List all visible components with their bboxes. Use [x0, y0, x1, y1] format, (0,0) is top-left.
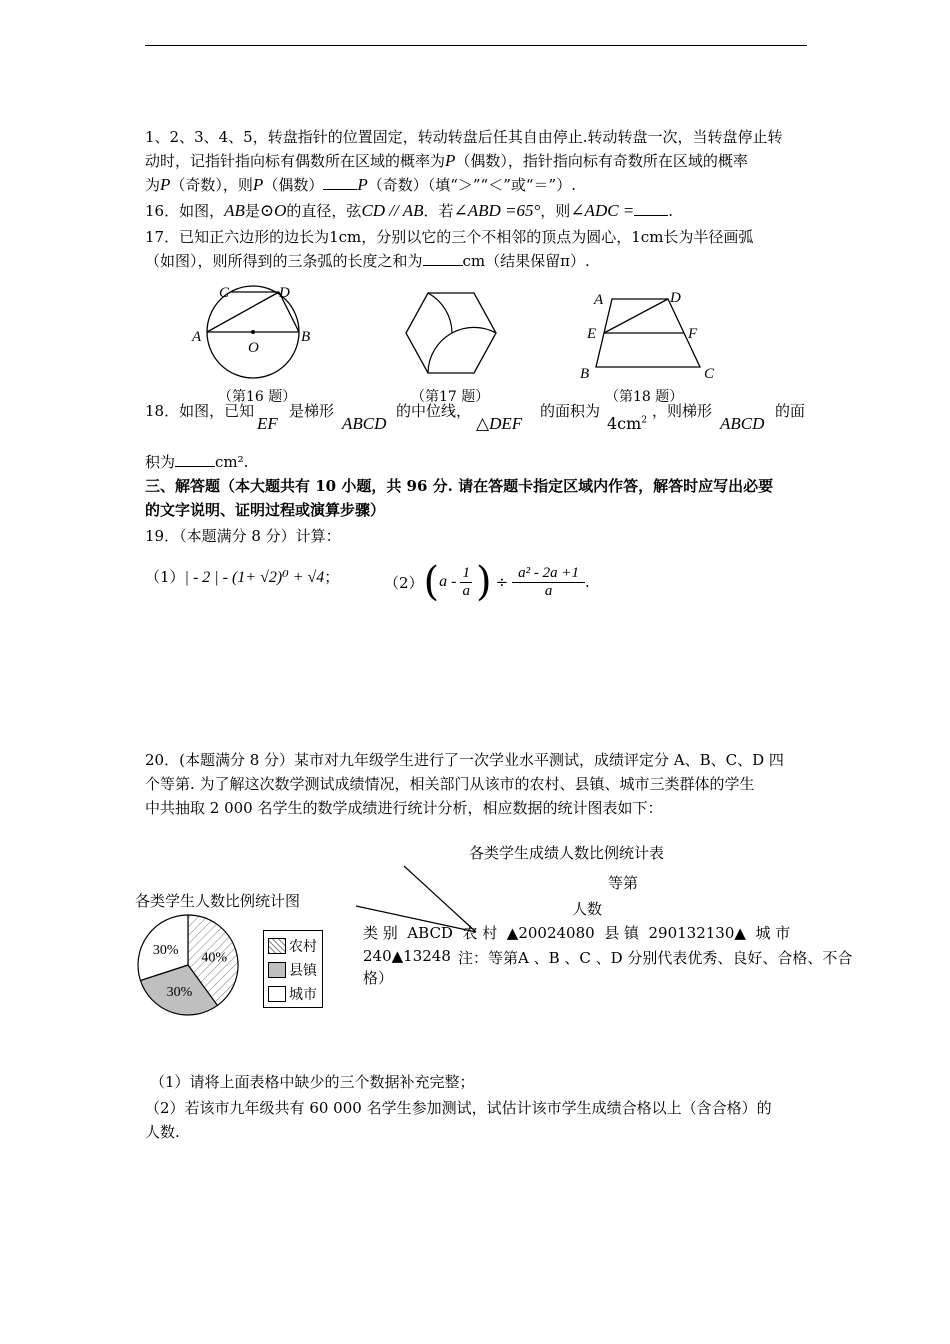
q19-head: 19．（本题满分 8 分）计算：: [145, 527, 341, 545]
pie-label: 40%: [201, 950, 227, 966]
table-header-grade: 等第: [608, 874, 639, 892]
answer-blank: [323, 175, 357, 190]
q20-sub2-line1: （2）若该市九年级共有 60 000 名学生参加测试，试估计该市学生成绩合格以上（含合格）的: [145, 1099, 772, 1117]
q18-t2: 是梯形: [289, 402, 335, 420]
label-f: F: [688, 326, 698, 342]
table-row-2a: 240▲13248: [363, 947, 451, 965]
pie-title: 各类学生人数比例统计图: [135, 892, 301, 910]
table-row-1: 类 别 ABCD 农 村 ▲20024080 县 镇 290132130▲ 城 市: [363, 924, 791, 942]
answer-blank: [175, 452, 215, 467]
caption-16: （第16 题）: [218, 389, 297, 405]
caption-18: （第18 题）: [605, 389, 684, 405]
fraction-2: $\frac{\text{a² - 2a +1}}{a}$: [512, 565, 585, 600]
legend-item-city: 城市: [268, 984, 317, 1004]
figure-18: [578, 285, 718, 385]
q18-t3: 的中位线，: [396, 402, 472, 420]
q17-line2: （如图），则所得到的三条弧的长度之和为 cm（结果保留π）.: [145, 252, 590, 270]
answer-blank: [423, 251, 463, 266]
label-a: A: [192, 329, 202, 345]
q20-line1: 20．(本题满分 8 分）某市对九年级学生进行了一次学业水平测试，成绩评定分 A、B、C、D 四: [145, 751, 784, 769]
q20-line3: 中共抽取 2 000 名学生的数学成绩进行统计分析，相应数据的统计图表如下：: [145, 799, 663, 817]
q19-part2: （2） ( a - 1 a ) ÷ $\frac{\text{a² - 2a +1}}{a}$ .: [384, 559, 590, 605]
pie-chart: [135, 912, 241, 1018]
q18-area: $4cm^2$: [607, 414, 648, 433]
table-header-count: 人数: [572, 900, 603, 918]
q18-t6: 的面: [775, 402, 806, 420]
q18-abcd2: ABCD: [720, 414, 765, 433]
q15-line3: 为P（奇数），则P（偶数） P（奇数）（填“＞”“＜”或“＝”）.: [145, 175, 576, 194]
arc-1: [428, 293, 452, 333]
legend-swatch: [268, 938, 286, 954]
table-note-end: 格）: [363, 969, 394, 987]
label-c: C: [704, 366, 715, 382]
q18-abcd: ABCD: [342, 414, 387, 433]
pie-label: 30%: [152, 942, 179, 958]
label-b: B: [301, 329, 311, 345]
label-e: E: [587, 326, 597, 342]
arc-1b: [452, 327, 496, 333]
q20-sub1: （1）请将上面表格中缺少的三个数据补充完整；: [150, 1073, 475, 1091]
q18-def: △DEF: [476, 414, 523, 433]
pie-label: 30%: [166, 985, 193, 1001]
q18-t1: 18．如图，已知: [145, 402, 255, 420]
fraction-1-over-a: 1 a: [462, 564, 470, 599]
q18-line2: 积为 cm².: [145, 453, 249, 471]
q20-line2: 个等第. 为了解这次数学测试成绩情况，相关部门从该市的农村、县镇、城市三类群体的学生: [145, 775, 755, 793]
section3-line1: 三、解答题（本大题共有 10 小题，共 96 分. 请在答题卡指定区域内作答，解答时应写出必要: [145, 477, 774, 495]
q18-ef: EF: [257, 414, 278, 433]
label-c: C: [219, 285, 230, 301]
label-b: B: [580, 366, 590, 382]
center-point: [251, 330, 255, 334]
label-a: A: [594, 292, 604, 308]
legend-swatch: [268, 962, 286, 978]
q16-text: 16．如图，AB是⊙O的直径，弦CD // AB．若∠ABD =65°，则∠ADC = .: [145, 201, 674, 220]
arc-2: [428, 333, 452, 373]
label-d: D: [279, 285, 290, 301]
q18-t4: 的面积为: [540, 402, 601, 420]
q15-line2: 动时，记指针指向标有偶数所在区域的概率为P（偶数），指针指向标有奇数所在区域的概率: [145, 151, 748, 170]
table-title: 各类学生成绩人数比例统计表: [469, 844, 665, 862]
legend-swatch: [268, 986, 286, 1002]
segment-ad: [207, 292, 279, 332]
label-o: O: [248, 340, 259, 356]
q19-part1: （1）| - 2 | - (1+ √2)⁰ + √4；: [145, 568, 340, 586]
segment-ed: [604, 299, 668, 333]
legend-item-rural: 农村: [268, 936, 317, 956]
caption-17: （第17 题）: [411, 389, 490, 405]
label-d: D: [670, 290, 681, 306]
pie-legend: [263, 930, 323, 1008]
header-rule: [145, 45, 807, 46]
section3-line2: 的文字说明、证明过程或演算步骤）: [145, 501, 386, 519]
q17-line1: 17．已知正六边形的边长为1cm，分别以它的三个不相邻的顶点为圆心，1cm长为半径画弧: [145, 228, 754, 246]
q15-line1: 1、2、3、4、5，转盘指针的位置固定，转动转盘后任其自由停止.转动转盘一次，当转盘停止转: [145, 128, 783, 146]
legend-item-county: 县镇: [268, 960, 317, 980]
figure-17: [400, 285, 500, 385]
q18-t5: ，则梯形: [652, 402, 713, 420]
figure-16: [185, 280, 315, 390]
table-note: 注：等第A 、B 、C 、D 分别代表优秀、良好、合格、不合: [458, 949, 853, 967]
answer-blank: [634, 201, 668, 216]
q20-sub2-line2: 人数.: [145, 1123, 180, 1141]
